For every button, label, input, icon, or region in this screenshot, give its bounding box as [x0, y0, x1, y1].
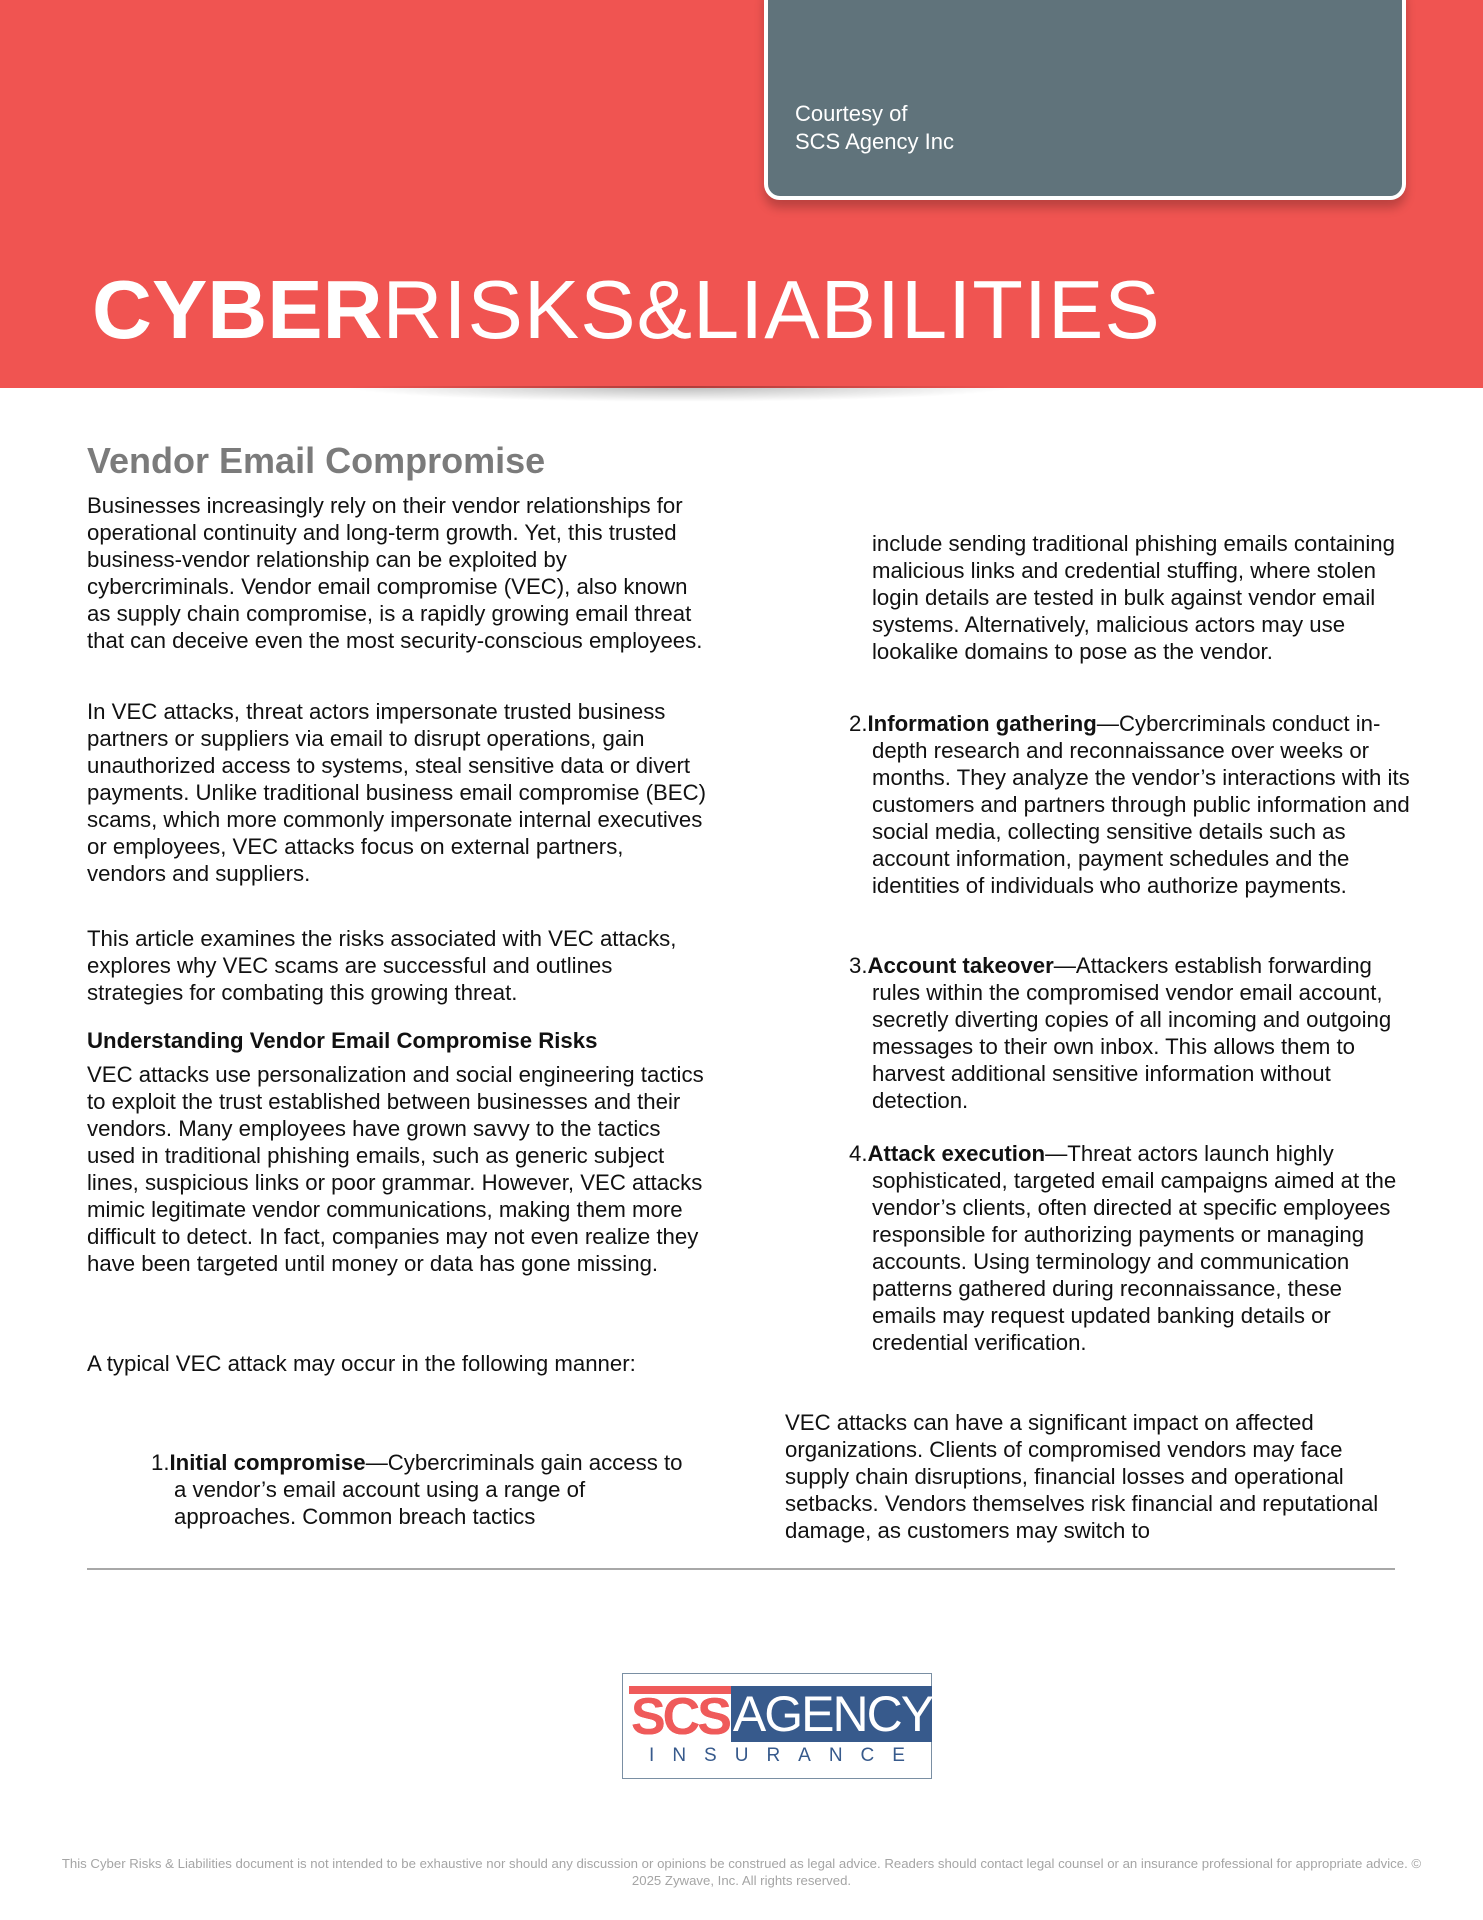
list-item-title: Account takeover [867, 953, 1054, 978]
logo-scs-text: SCS [631, 1688, 729, 1746]
header-banner [0, 0, 1483, 388]
list-number: 4. [849, 1141, 868, 1166]
logo-agency-text: AGENCY [732, 1686, 933, 1742]
list-item-title: Information gathering [867, 711, 1097, 736]
list-number: 1. [151, 1450, 170, 1475]
paragraph-typical-attack [87, 1350, 727, 1377]
list-item-text: —Attackers establish forwarding rules within the compromised vendor email account, secretly diverting copies of all incoming and outgoing messages to their own inbox. This allows them to harvest additional sensitive information without detection. [872, 953, 1392, 1113]
logo-insurance-text: INSURANCE [649, 1745, 923, 1766]
paragraph-vec-attacks [87, 698, 707, 887]
paragraph-impact [785, 1409, 1405, 1544]
list-number: 2. [849, 711, 868, 736]
list-item-continuation [872, 530, 1412, 665]
banner-shadow [340, 386, 1020, 402]
paragraph-article-scope [87, 925, 707, 1006]
title-bold-part: CYBER [92, 263, 383, 356]
paragraph-2: In VEC attacks, threat actors impersonate trusted business partners or suppliers via email to disrupt operations, gain unauthorized access to systems, steal sensitive data or divert payments. Unlike traditional business email compromise (BEC) scams, which more commonly impersonate internal executives or employees, VEC attacks focus on external partners, vendors and suppliers. [87, 699, 707, 886]
list-item-text: —Cybercriminals gain access to a vendor’s email account using a range of approaches. Common breach tactics [174, 1450, 683, 1529]
paragraph-3: This article examines the risks associated with VEC attacks, explores why VEC scams are successful and outlines strategies for combating this growing threat. [87, 926, 677, 1005]
subheading-risks: Understanding Vendor Email Compromise Risks [87, 1028, 598, 1053]
paragraph-intro [87, 492, 707, 654]
list-item [131, 1449, 691, 1530]
list-item-text: —Threat actors launch highly sophisticated, targeted email campaigns aimed at the vendor’s clients, often directed at specific employees responsible for authorizing payments or managing accounts. Using terminology and communication patterns gathered during reconnaissance, these emails may request updated banking details or credential verification. [872, 1141, 1397, 1355]
scs-agency-logo [622, 1673, 932, 1779]
courtesy-box [764, 0, 1406, 200]
article-heading: Vendor Email Compromise [87, 440, 546, 481]
courtesy-line-1: Courtesy of [795, 101, 908, 126]
list-item-text: —Cybercriminals conduct in-depth research and reconnaissance over weeks or months. They analyze the vendor’s interactions with its customers and partners through public information and social media, collecting sensitive details such as account information, payment schedules and the identities of individuals who authorize payments. [872, 711, 1410, 898]
list-item-1-continued: include sending traditional phishing emails containing malicious links and credential stuffing, where stolen login details are tested in bulk against vendor email systems. Alternatively, malicious actors may use lookalike domains to pose as the vendor. [872, 531, 1395, 664]
footer-disclaimer: This Cyber Risks & Liabilities document is not intended to be exhaustive nor should any discussion or opinions be construed as legal advice. Readers should contact legal counsel or an insurance professional for appropriate advice. © 2025 Zywave, Inc. All rights reserved. [61, 1856, 1422, 1888]
section-divider [87, 1568, 1395, 1570]
courtesy-line-2: SCS Agency Inc [795, 129, 954, 154]
list-item-title: Attack execution [867, 1141, 1046, 1166]
title-light-part: RISKS&LIABILITIES [382, 263, 1161, 356]
list-item [829, 710, 1411, 899]
paragraph-4: VEC attacks use personalization and social engineering tactics to exploit the trust established between businesses and their vendors. Many employees have grown savvy to the tactics used in traditional phishing emails, such as generic subject lines, suspicious links or poor grammar. However, VEC attacks mimic legitimate vendor communications, making them more difficult to detect. In fact, companies may not even realize they have been targeted until money or data has gone missing. [87, 1062, 704, 1276]
document-title [92, 260, 1161, 360]
list-item [829, 952, 1411, 1114]
logo-wordmark [629, 1686, 933, 1746]
courtesy-text [795, 100, 954, 156]
list-number: 3. [849, 953, 868, 978]
paragraph-1: Businesses increasingly rely on their vendor relationships for operational continuity and long-term growth. Yet, this trusted business-vendor relationship can be exploited by cybercriminals. Vendor email compromise (VEC), also known as supply chain compromise, is a rapidly growing email threat that can deceive even the most security-conscious employees. [87, 493, 703, 653]
paragraph-impact-text: VEC attacks can have a significant impact on affected organizations. Clients of compromised vendors may face supply chain disruptions, financial losses and operational setbacks. Vendors themselves risk financial and reputational damage, as customers may switch to [785, 1410, 1379, 1543]
paragraph-5: A typical VEC attack may occur in the following manner: [87, 1351, 636, 1376]
paragraph-risks [87, 1061, 707, 1277]
list-item [829, 1140, 1411, 1356]
list-item-title: Initial compromise [169, 1450, 366, 1475]
